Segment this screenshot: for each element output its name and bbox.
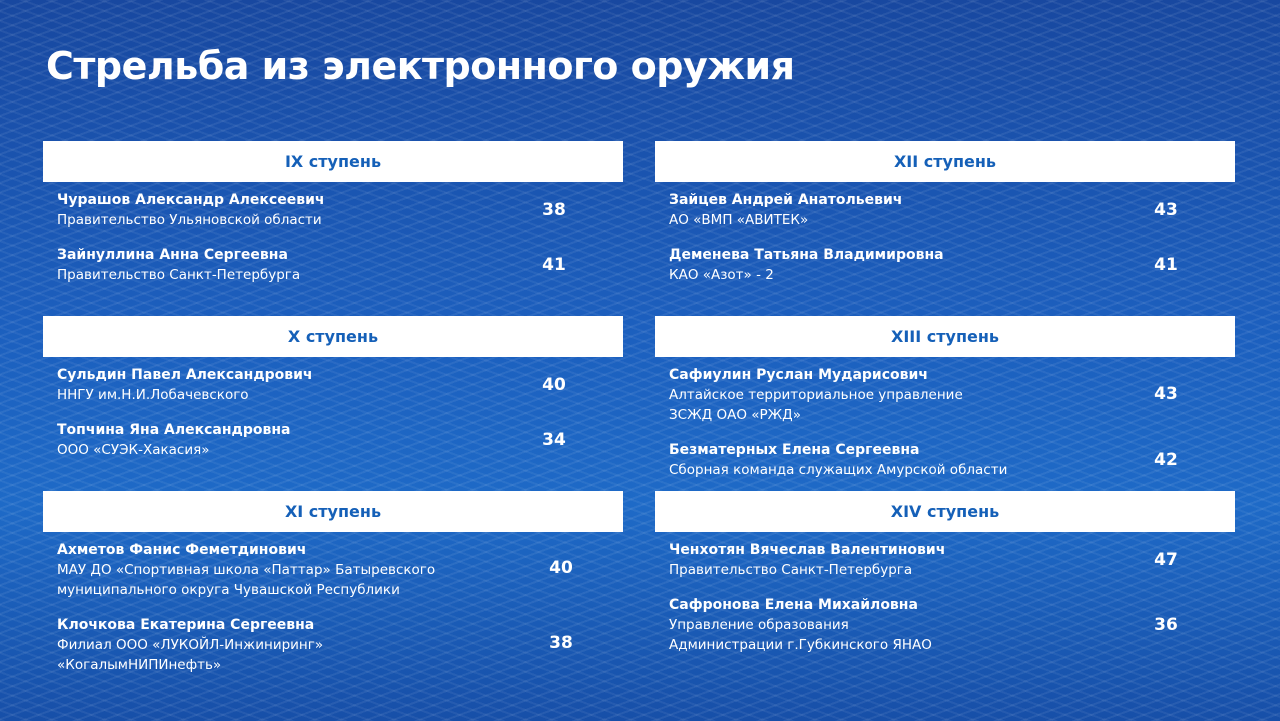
section-header: X ступень bbox=[43, 316, 623, 357]
participant-org: Филиал ООО «ЛУКОЙЛ-Инжиниринг» bbox=[57, 637, 324, 653]
section-ix bbox=[43, 141, 623, 283]
participant-org: Правительство Санкт-Петербурга bbox=[669, 562, 913, 578]
participant-entry bbox=[669, 540, 1235, 580]
section-header: XII ступень bbox=[655, 141, 1235, 182]
participant-name: Клочкова Екатерина Сергеевна bbox=[57, 617, 315, 633]
section-xiv bbox=[655, 491, 1235, 653]
participant-org: Администрации г.Губкинского ЯНАО bbox=[669, 637, 932, 653]
section-header: XIII ступень bbox=[655, 316, 1235, 357]
participant-org: Алтайское территориальное управление bbox=[669, 387, 963, 403]
section-header: XIV ступень bbox=[655, 491, 1235, 532]
participant-name: Сафронова Елена Михайловна bbox=[669, 597, 918, 613]
participant-entry bbox=[669, 190, 1235, 230]
participant-org: АО «ВМП «АВИТЕК» bbox=[669, 212, 809, 228]
section-xii bbox=[655, 141, 1235, 283]
participant-org: Сборная команда служащих Амурской области bbox=[669, 462, 1008, 478]
participant-org: Управление образования bbox=[669, 617, 849, 633]
participant-org: КАО «Азот» - 2 bbox=[669, 267, 774, 283]
participant-org: ООО «СУЭК-Хакасия» bbox=[57, 442, 210, 458]
participant-score: 40 bbox=[549, 558, 573, 578]
participant-org: муниципального округа Чувашской Республики bbox=[57, 582, 400, 598]
participant-entry bbox=[57, 615, 623, 675]
participant-name: Сульдин Павел Александрович bbox=[57, 367, 313, 383]
participant-org: ННГУ им.Н.И.Лобачевского bbox=[57, 387, 249, 403]
participant-name: Топчина Яна Александровна bbox=[57, 422, 291, 438]
participant-score: 36 bbox=[1154, 615, 1178, 635]
participant-name: Зайцев Андрей Анатольевич bbox=[669, 192, 903, 208]
participant-entry bbox=[57, 420, 623, 460]
participant-entry bbox=[669, 245, 1235, 285]
participant-name: Зайнуллина Анна Сергеевна bbox=[57, 247, 288, 263]
participant-entry bbox=[669, 440, 1235, 480]
participant-entry bbox=[57, 540, 623, 600]
participant-org: «КогалымНИПИнефть» bbox=[57, 657, 222, 673]
participant-org: МАУ ДО «Спортивная школа «Паттар» Батыревского bbox=[57, 562, 436, 578]
page-title: Стрельба из электронного оружия bbox=[46, 44, 795, 88]
participant-score: 47 bbox=[1154, 550, 1178, 570]
participant-score: 34 bbox=[542, 430, 566, 450]
participant-name: Ченхотян Вячеслав Валентинович bbox=[669, 542, 946, 558]
participant-score: 38 bbox=[542, 200, 566, 220]
participant-score: 40 bbox=[542, 375, 566, 395]
participant-entry bbox=[669, 595, 1235, 655]
participant-name: Сафиулин Руслан Мударисович bbox=[669, 367, 928, 383]
participant-score: 41 bbox=[1154, 255, 1178, 275]
participant-org: Правительство Ульяновской области bbox=[57, 212, 322, 228]
participant-org: ЗСЖД ОАО «РЖД» bbox=[669, 407, 801, 423]
participant-org: Правительство Санкт-Петербурга bbox=[57, 267, 301, 283]
participant-name: Деменева Татьяна Владимировна bbox=[669, 247, 944, 263]
section-xiii bbox=[655, 316, 1235, 478]
participant-score: 42 bbox=[1154, 450, 1178, 470]
participant-entry bbox=[57, 190, 623, 230]
participant-score: 43 bbox=[1154, 384, 1178, 404]
participant-name: Безматерных Елена Сергеевна bbox=[669, 442, 920, 458]
participant-score: 43 bbox=[1154, 200, 1178, 220]
participant-entry bbox=[57, 365, 623, 405]
participant-score: 41 bbox=[542, 255, 566, 275]
section-xi bbox=[43, 491, 623, 673]
participant-entry bbox=[669, 365, 1235, 425]
section-x bbox=[43, 316, 623, 458]
section-header: XI ступень bbox=[43, 491, 623, 532]
participant-name: Чурашов Александр Алексеевич bbox=[57, 192, 325, 208]
participant-entry bbox=[57, 245, 623, 285]
participant-score: 38 bbox=[549, 633, 573, 653]
section-header: IX ступень bbox=[43, 141, 623, 182]
participant-name: Ахметов Фанис Феметдинович bbox=[57, 542, 307, 558]
